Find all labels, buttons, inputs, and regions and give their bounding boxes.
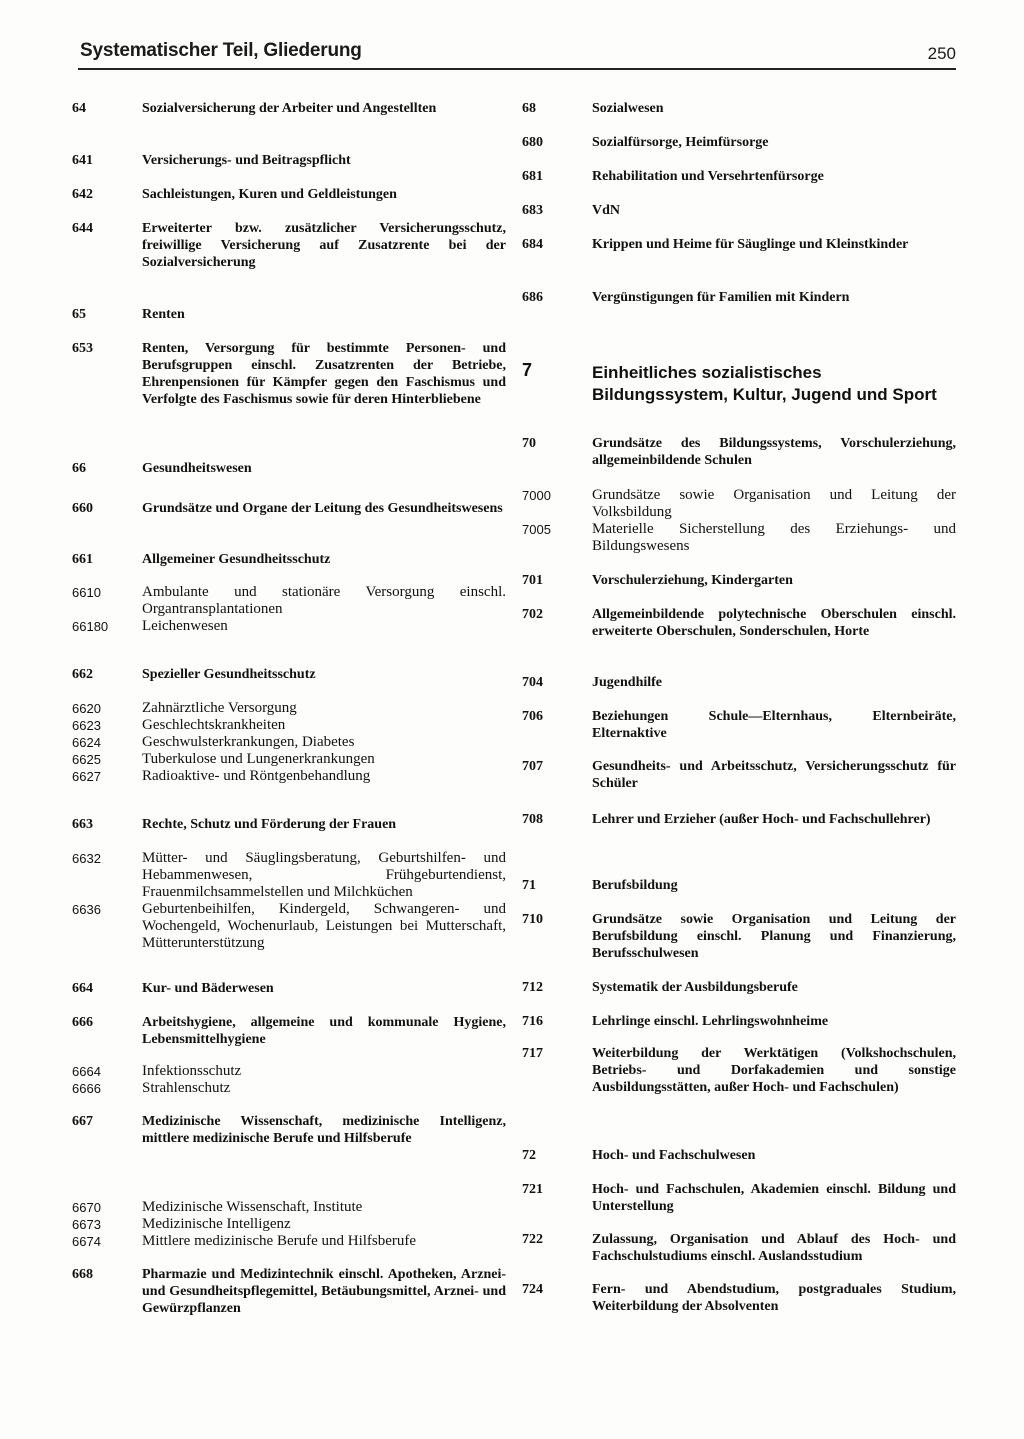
entry-code: 684 xyxy=(522,237,543,252)
entry-code: 686 xyxy=(522,290,543,305)
entry-code: 681 xyxy=(522,169,543,184)
header-rule xyxy=(78,68,956,70)
entry-code: 66 xyxy=(72,461,86,476)
entry-text: Einheitliches sozialistisches Bildungssystem, Kultur, Jugend und Sport xyxy=(592,363,937,404)
entry-code: 707 xyxy=(522,759,543,774)
entry-code: 6666 xyxy=(72,1081,101,1096)
entry-text: Infektionsschutz xyxy=(142,1063,242,1079)
entry-code: 641 xyxy=(72,153,93,168)
entry-text: Rehabilitation und Versehrtenfürsorge xyxy=(592,169,824,184)
entry-code: 666 xyxy=(72,1015,93,1030)
entry-text: Mütter- und Säuglingsberatung, Geburtshilfen- und Hebammenwesen, Frühgeburtendienst, Frauenmilchsammelstellen und Milchküchen xyxy=(142,850,506,900)
entry-code: 6664 xyxy=(72,1064,101,1079)
entry-text: Gesundheitswesen xyxy=(142,461,252,476)
entry-text: Kur- und Bäderwesen xyxy=(142,981,274,996)
entry-text: Vergünstigungen für Familien mit Kindern xyxy=(592,290,850,305)
entry-text: VdN xyxy=(592,203,621,218)
entry-text: Lehrer und Erzieher (außer Hoch- und Fachschullehrer) xyxy=(592,812,931,827)
entry-code: 721 xyxy=(522,1182,543,1197)
entry-code: 716 xyxy=(522,1014,543,1029)
entry-text: Beziehungen Schule—Elternhaus, Elternbeiräte, Elternaktive xyxy=(592,709,956,741)
entry-text: Berufsbildung xyxy=(592,878,678,893)
entry-code: 6636 xyxy=(72,902,101,917)
entry-code: 64 xyxy=(72,101,86,116)
entry-text: Fern- und Abendstudium, postgraduales Studium, Weiterbildung der Absolventen xyxy=(592,1282,956,1314)
entry-text: Allgemeinbildende polytechnische Oberschulen einschl. erweiterte Oberschulen, Sonderschulen, Horte xyxy=(592,607,956,639)
entry-code: 708 xyxy=(522,812,543,827)
entry-text: Lehrlinge einschl. Lehrlingswohnheime xyxy=(592,1014,829,1029)
entry-text: Allgemeiner Gesundheitsschutz xyxy=(142,552,331,567)
entry-text: Geschwulsterkrankungen, Diabetes xyxy=(142,734,355,750)
entry-code: 701 xyxy=(522,573,543,588)
entry-code: 6620 xyxy=(72,701,101,716)
page-number: 250 xyxy=(927,44,956,63)
entry-code: 66180 xyxy=(72,619,109,634)
entry-code: 706 xyxy=(522,709,543,724)
entry-code: 7000 xyxy=(522,488,551,503)
entry-code: 653 xyxy=(72,341,93,356)
entry-text: Gesundheits- und Arbeitsschutz, Versicherungsschutz für Schüler xyxy=(592,759,956,791)
page-header xyxy=(80,40,956,70)
entry-text: Renten xyxy=(142,307,185,322)
entry-text: Sachleistungen, Kuren und Geldleistungen xyxy=(142,187,397,202)
entry-code: 65 xyxy=(72,307,86,322)
entry-text: Pharmazie und Medizintechnik einschl. Apotheken, Arznei- und Gesundheitspflegemittel, Betäubungsmittel, Arznei- und Gewürzpflanzen xyxy=(142,1267,506,1316)
header-title: Systematischer Teil, Gliederung xyxy=(80,40,362,61)
entry-code: 704 xyxy=(522,675,543,690)
entry-code: 6670 xyxy=(72,1200,101,1215)
entry-code: 6624 xyxy=(72,735,101,750)
entry-text: Medizinische Wissenschaft, medizinische Intelligenz, mittlere medizinische Berufe und Hilfsberufe xyxy=(142,1114,506,1146)
entry-code: 6627 xyxy=(72,769,101,784)
entry-text: Systematik der Ausbildungsberufe xyxy=(592,980,798,995)
entry-text: Weiterbildung der Werktätigen (Volkshochschulen, Betriebs- und Dorfakademien und sonstige Ausbildungsstätten, außer Hoch- und Fachschulen) xyxy=(592,1046,956,1095)
entry-code: 724 xyxy=(522,1282,543,1297)
entry-text: Sozialfürsorge, Heimfürsorge xyxy=(592,135,769,150)
entry-code: 6673 xyxy=(72,1217,101,1232)
entry-text: Geburtenbeihilfen, Kindergeld, Schwangeren- und Wochengeld, Wochenurlaub, Leistungen bei Mutterschaft, Mütterunterstützung xyxy=(142,901,506,951)
entry-code: 70 xyxy=(522,436,536,451)
entry-code: 71 xyxy=(522,878,536,893)
entry-text: Hoch- und Fachschulen, Akademien einschl. Bildung und Unterstellung xyxy=(592,1182,956,1214)
entry-text: Radioaktive- und Röntgenbehandlung xyxy=(142,768,371,784)
entry-code: 683 xyxy=(522,203,543,218)
entry-code: 662 xyxy=(72,667,93,682)
entry-code: 7 xyxy=(522,360,533,380)
entry-code: 6625 xyxy=(72,752,101,767)
entry-code: 664 xyxy=(72,981,93,996)
entry-code: 6610 xyxy=(72,585,101,600)
entry-text: Zulassung, Organisation und Ablauf des Hoch- und Fachschulstudiums einschl. Auslandsstudium xyxy=(592,1232,956,1264)
entry-text: Vorschulerziehung, Kindergarten xyxy=(592,573,793,588)
entry-text: Geschlechtskrankheiten xyxy=(142,717,286,733)
entry-text: Medizinische Intelligenz xyxy=(142,1216,291,1232)
entry-text: Versicherungs- und Beitragspflicht xyxy=(142,153,351,168)
entry-text: Krippen und Heime für Säuglinge und Kleinstkinder xyxy=(592,237,909,252)
entry-text: Sozialwesen xyxy=(592,101,664,116)
entry-code: 72 xyxy=(522,1148,536,1163)
entry-code: 7005 xyxy=(522,522,551,537)
entry-text: Jugendhilfe xyxy=(592,675,663,690)
entry-text: Arbeitshygiene, allgemeine und kommunale Hygiene, Lebensmittelhygiene xyxy=(142,1015,506,1047)
entry-code: 710 xyxy=(522,912,543,927)
entry-text: Zahnärztliche Versorgung xyxy=(142,700,297,716)
entry-code: 702 xyxy=(522,607,543,622)
entry-code: 722 xyxy=(522,1232,543,1247)
entry-text: Medizinische Wissenschaft, Institute xyxy=(142,1199,363,1215)
entry-text: Tuberkulose und Lungenerkrankungen xyxy=(142,751,375,767)
entry-text: Hoch- und Fachschulwesen xyxy=(592,1148,756,1163)
entry-text: Grundsätze des Bildungssystems, Vorschulerziehung, allgemeinbildende Schulen xyxy=(592,436,956,468)
entry-code: 667 xyxy=(72,1114,93,1129)
entry-code: 660 xyxy=(72,501,93,516)
entry-code: 6674 xyxy=(72,1234,101,1249)
entry-text: Materielle Sicherstellung des Erziehungs- und Bildungswesens xyxy=(592,521,956,554)
entry-text: Grundsätze sowie Organisation und Leitung der Volksbildung xyxy=(592,487,956,520)
entry-text: Sozialversicherung der Arbeiter und Angestellten xyxy=(142,101,437,116)
entry-text: Rechte, Schutz und Förderung der Frauen xyxy=(142,817,397,832)
entry-text: Ambulante und stationäre Versorgung einschl. Organtransplantationen xyxy=(142,584,506,617)
entry-text: Renten, Versorgung für bestimmte Personen- und Berufsgruppen einschl. Zusatzrenten der Betriebe, Ehrenpensionen für Kämpfer gegen den Faschismus und Verfolgte des Faschismus sowie für deren Hinterbliebene xyxy=(142,341,506,407)
entry-code: 668 xyxy=(72,1267,93,1282)
entry-code: 680 xyxy=(522,135,543,150)
entry-code: 663 xyxy=(72,817,93,832)
entry-code: 68 xyxy=(522,101,536,116)
entry-text: Strahlenschutz xyxy=(142,1080,231,1096)
entry-text: Erweiterter bzw. zusätzlicher Versicherungsschutz, freiwillige Versicherung auf Zusatzrente bei der Sozialversicherung xyxy=(142,221,506,270)
entry-code: 712 xyxy=(522,980,543,995)
entry-code: 642 xyxy=(72,187,93,202)
entry-text: Spezieller Gesundheitsschutz xyxy=(142,667,316,682)
entry-code: 644 xyxy=(72,221,93,236)
entry-text: Grundsätze und Organe der Leitung des Gesundheitswesens xyxy=(142,501,503,516)
entry-text: Leichenwesen xyxy=(142,618,228,634)
entry-code: 6623 xyxy=(72,718,101,733)
entry-code: 717 xyxy=(522,1046,543,1061)
entry-code: 6632 xyxy=(72,851,101,866)
entry-code: 661 xyxy=(72,552,93,567)
entry-text: Mittlere medizinische Berufe und Hilfsberufe xyxy=(142,1233,417,1249)
entry-text: Grundsätze sowie Organisation und Leitung der Berufsbildung einschl. Planung und Finanzierung, Berufsschulwesen xyxy=(592,912,956,961)
